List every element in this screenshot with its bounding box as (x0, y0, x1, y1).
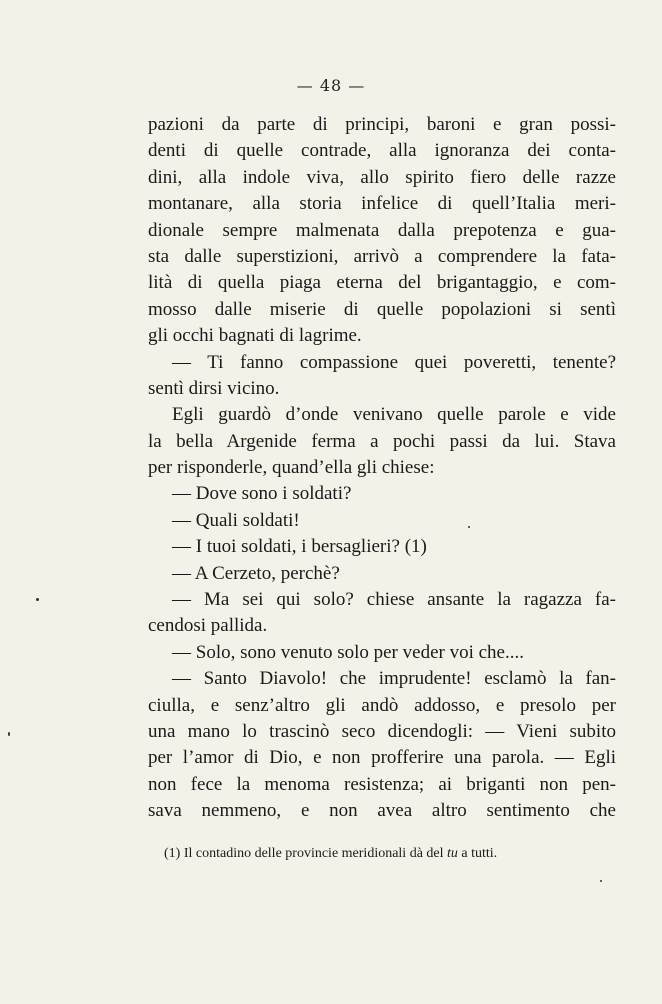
text-line: — Ma sei qui solo? chiese ansante la ragazza fa- (172, 589, 616, 611)
scan-speck (8, 732, 10, 736)
text-line: non fece la menoma resistenza; ai briganti non pen- (148, 773, 616, 795)
text-line: la bella Argenide ferma a pochi passi da lui. Stava (148, 430, 616, 452)
footnote-emphasis: tu (447, 846, 458, 861)
scan-speck (36, 598, 39, 601)
text-line: lità di quella piaga eterna del brigantaggio, e com- (148, 272, 616, 294)
text-line: — Ti fanno compassione quei poveretti, tenente? (172, 351, 616, 373)
footnote (164, 846, 620, 862)
text-line: ciulla, e senz’altro gli andò addosso, e presolo per (148, 694, 616, 716)
text-line: gli occhi bagnati di lagrime. (148, 325, 362, 347)
text-line: per risponderle, quand’ella gli chiese: (148, 457, 435, 479)
text-line: — Dove sono i soldati? (172, 483, 352, 505)
footnote-text: (1) Il contadino delle provincie meridionali dà del (164, 846, 448, 861)
text-line: — Santo Diavolo! che imprudente! esclamò la fan- (172, 668, 616, 690)
text-line: cendosi pallida. (148, 615, 268, 637)
body-text (148, 112, 616, 825)
scan-speck (468, 526, 470, 528)
text-line: montanare, alla storia infelice di quell’Italia meri- (148, 193, 616, 215)
scan-speck (600, 880, 602, 882)
text-line: una mano lo trascinò seco dicendogli: — Vieni subito (148, 720, 616, 742)
text-line: dionale sempre malmenata dalla prepotenza e gua- (148, 219, 616, 241)
text-line: dini, alla indole viva, allo spirito fiero delle razze (148, 166, 616, 188)
footnote-text-end: a tutti. (457, 846, 498, 861)
text-line: — I tuoi soldati, i bersaglieri? (1) (172, 536, 427, 558)
page-number: — 48 — (296, 76, 366, 95)
text-line: — Quali soldati! (172, 509, 300, 531)
text-line: sentì dirsi vicino. (148, 377, 280, 399)
text-line: denti di quelle contrade, alla ignoranza dei conta- (148, 140, 616, 162)
text-line: — Solo, sono venuto solo per veder voi che.... (172, 641, 524, 663)
text-line: Egli guardò d’onde venivano quelle parole e vide (172, 404, 616, 426)
text-line: — A Cerzeto, perchè? (172, 562, 340, 584)
text-line: pazioni da parte di principi, baroni e gran possi- (148, 114, 616, 135)
text-line: mosso dalle miserie di quelle popolazioni si sentì (148, 298, 616, 320)
text-line: sava nemmeno, e non avea altro sentimento che (148, 800, 616, 822)
text-line: sta dalle superstizioni, arrivò a comprendere la fata- (148, 245, 616, 267)
text-line: per l’amor di Dio, e non profferire una parola. — Egli (148, 747, 616, 769)
